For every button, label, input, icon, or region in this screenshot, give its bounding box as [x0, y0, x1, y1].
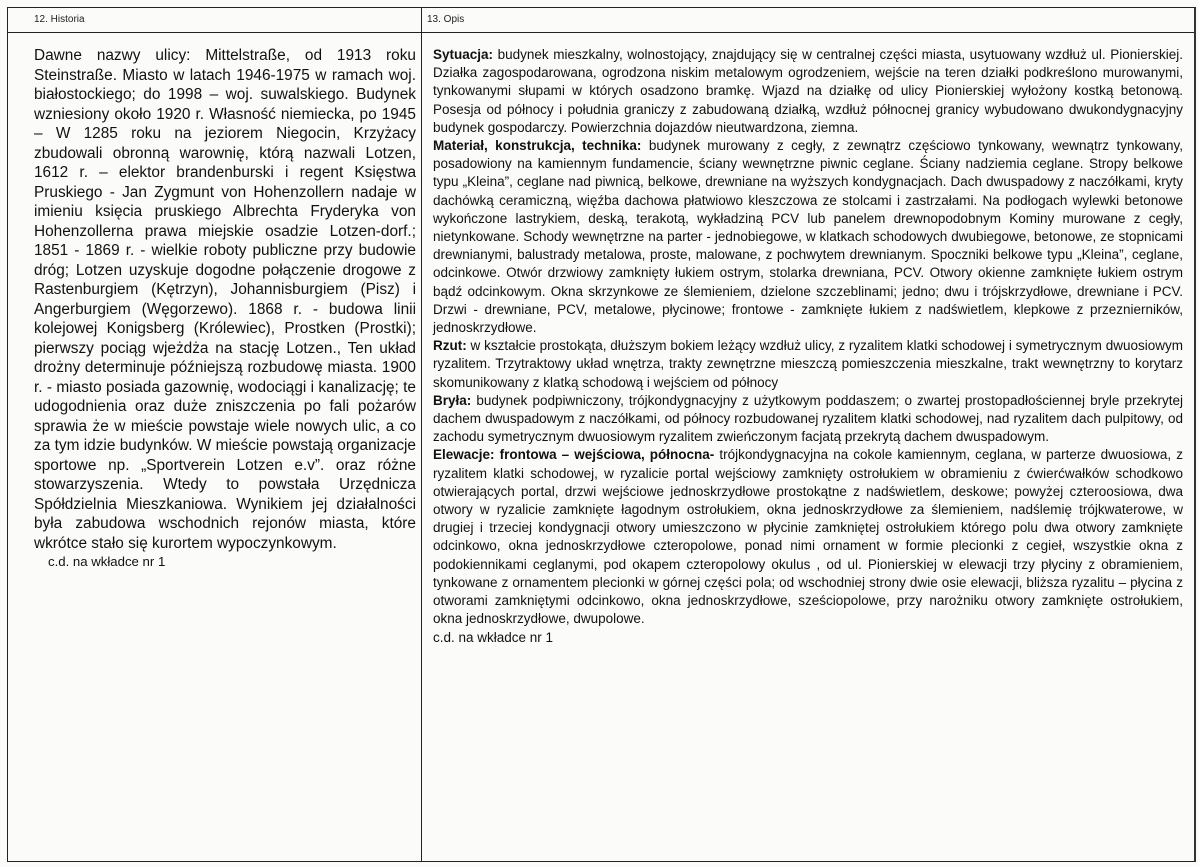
opis-elewacje-label: Elewacje: frontowa – wejściowa, północna-: [433, 447, 715, 463]
opis-rzut-text: w kształcie prostokąta, dłuższym bokiem leżący wzdłuż ulicy, z ryzalitem klatki schodowej i symetrycznym dwuosiowym ryzalitem. Trzytraktowy układ wnętrza, trakty zewnętrzne mieszczą pomieszczenia mieszkalne, trakt wewnętrzny to korytarz skomunikowany z klatką schodową i wejściem od północy: [433, 338, 1183, 390]
opis-elewacje: [433, 446, 1183, 628]
historia-column: [34, 46, 416, 570]
header-opis: 13. Opis: [427, 14, 465, 25]
opis-bryla-text: budynek podpiwniczony, trójkondygnacyjny z użytkowym poddaszem; o zwartej prostopadłościennej bryle przekrytej dachem dwuspadowym z naczółkami, od północy rozbudowanej ryzalitem klatki schodowej, nad ryzalitem dach pulpitowy, od zachodu symetrycznym dwuosiowym ryzalitem zwieńczonym facjatą przekrytą dachem dwuspadowym.: [433, 392, 1183, 445]
opis-sytuacja-label: Sytuacja:: [433, 47, 494, 62]
opis-material-label: Materiał, konstrukcja, technika:: [433, 138, 642, 154]
header-rule: [8, 32, 1194, 33]
opis-bryla: [433, 392, 1183, 447]
opis-column: [433, 46, 1183, 647]
form-sheet: [7, 7, 1196, 862]
opis-bryla-label: Bryła:: [433, 392, 472, 408]
opis-rzut-label: Rzut:: [433, 338, 467, 354]
opis-sytuacja-text: budynek mieszkalny, wolnostojący, znajdujący się w centralnej części miasta, usytuowany wzdłuż ul. Pionierskiej. Działka zagospodarowana, ogrodzona niskim metalowym ogrodzeniem, wejście na teren działki podkreślono murowanymi, tynkowanymi słupami w których osadzono bramkę. Wjazd na działkę od ulicy Pionierskiej wyłożony kostką betonową. Posesja od północy i południa graniczy z zabudowaną działką, wzdłuż północnej granicy wybudowano dwukondygnacyjny budynek gospodarczy. Powierzchnia dojazdów nieutwardzona, ziemna.: [433, 47, 1183, 135]
opis-elewacje-text: trójkondygnacyjna na cokole kamiennym, ceglana, w parterze dwuosiowa, z ryzalitem klatki schodowej, w ryzalicie portal wejściowy zamknięty ostrołukiem w obramieniu z ćwierćwałków schodkowo otwierających portal, drzwi wejściowe jednoskrzydłowe prostokątne z nadświetlem, deskowe; powyżej czteroosiowa, dwa otwory w ryzalicie zamknięte łagodnym ostrołukiem, okna jednoskrzydłowe za ślemieniem, nadślemię trójkwaterowe, w drugiej i trzeciej kondygnacji otwory umieszczono w płycinie zamkniętej ostrołukiem którego polu dwa otwory zamknięte odcinkowo, okna jednoskrzydłowe czteropolowe, ponad nimi ornament w formie plecionki z cegieł, wszystkie okna z podokiennikami ceglanymi, pod okapem czteropolowy okulus , od ul. Pionierskiej w elewacji trzy płyciny z obramieniem, tynkowane z ornamentem plecionki w górnej części pola; od wschodniej strony dwie osie elewacji, bliższa ryzalitu – płycina z otworami zamkniętymi odcinkowo, okna jednoskrzydłowe, sześciopolowe, przy narożniku otwory zamknięte ostrołukiem, okna jednoskrzydłowe, dwupolowe.: [433, 447, 1183, 627]
opis-sytuacja: [433, 46, 1183, 137]
opis-rzut: [433, 337, 1183, 392]
opis-material: [433, 137, 1183, 337]
historia-text: Dawne nazwy ulicy: Mittelstraße, od 1913 roku Steinstraße. Miasto w latach 1946-1975 w ramach woj. białostockiego; do 1998 – woj. suwalskiego. Budynek wzniesiony około 1920 r. Własność niemiecka, po 1945 – W 1285 roku na jeziorem Niegocin, Krzyżacy zbudowali obronną warownię, którą nazwali Lotzen, 1612 r. – elektor brandenburski i regent Księstwa Pruskiego - Jan Zygmunt von Hohenzollern nadaje w imieniu księcia pruskiego Albrechta Fryderyka von Hohenzollerna prawa miejskie osadzie Lotzen-dorf.; 1851 - 1869 r. - wielkie roboty publiczne przy budowie dróg; Lotzen uzyskuje dogodne połączenie drogowe z Rastenburgiem (Kętrzyn), Johannisburgiem (Pisz) i Angerburgiem (Węgorzewo). 1868 r. - budowa linii kolejowej Konigsberg (Królewiec), Prostken (Prostki); pierwszy pociąg wjeżdża na stację Lotzen., Ten układ drożny determinuje późniejszą rozbudowę miasta. 1900 r. - miasto posiada gazownię, wodociągi i kanalizację; te udogodnienia oraz duże zniszczenia po fali pożarów sprawia że w mieście powstaje wiele nowych ulic, a co za tym idzie budynków. W mieście powstają organizacje sportowe np. „Sportverein Lotzen e.v”. oraz różne stowarzyszenia. Wtedy to powstała Urzędnicza Spółdzielnia Mieszkaniowa. Wynikiem jej działalności była zabudowa wschodnich rejonów miasta, które wkrótce stało się kurortem wypoczynkowym.: [34, 47, 416, 552]
opis-material-text: budynek murowany z cegły, z zewnątrz częściowo tynkowany, wewnątrz tynkowany, posadowiony na kamiennym fundamencie, ściany wewnętrzne piwnic ceglane. Ściany nadziemia ceglane. Stropy belkowe typu „Kleina”, ceglane nad piwnicą, belkowe, drewniane na wyższych kondygnacjach. Dach dwuspadowy z naczółkami, kryty dachówką ceramiczną, więźba dachowa płatwiowo kleszczowa ze stolcami i zastrzałami. Na podłogach wylewki betonowe wykończone lastrykiem, deską, terakotą, wykładziną PCV lub panelem drewnopodobnym Kominy murowane z cegły, nietynkowane. Schody wewnętrzne na parter - jednobiegowe, w klatkach schodowych dwubiegowe, betonowe, ze stopnicami drewnianymi, balustrady metalowa, proste, malowane, z pochwytem drewnianym. Spoczniki belkowe typu „Kleina”, ceglane, odcinkowe. Otwór drzwiowy zamknięty łukiem ostrym, stolarka drewniana, PCV. Otwory okienne zamknięte łukiem ostrym bądź odcinkowym. Okna skrzynkowe ze ślemieniem, dzielone szczeblinami; jedno; dwu i trójskrzydłowe, drewniane i PCV. Drzwi - drewniane, PCV, metalowe, płycinowe; frontowe - zamknięte łukiem z nadświetlem, klepkowe z przeznierników, jednoskrzydłowe.: [433, 138, 1183, 336]
opis-continued-note: c.d. na wkładce nr 1: [433, 629, 554, 645]
column-divider: [421, 8, 422, 861]
header-historia: 12. Historia: [34, 14, 85, 25]
historia-continued-note: c.d. na wkładce nr 1: [48, 554, 166, 569]
